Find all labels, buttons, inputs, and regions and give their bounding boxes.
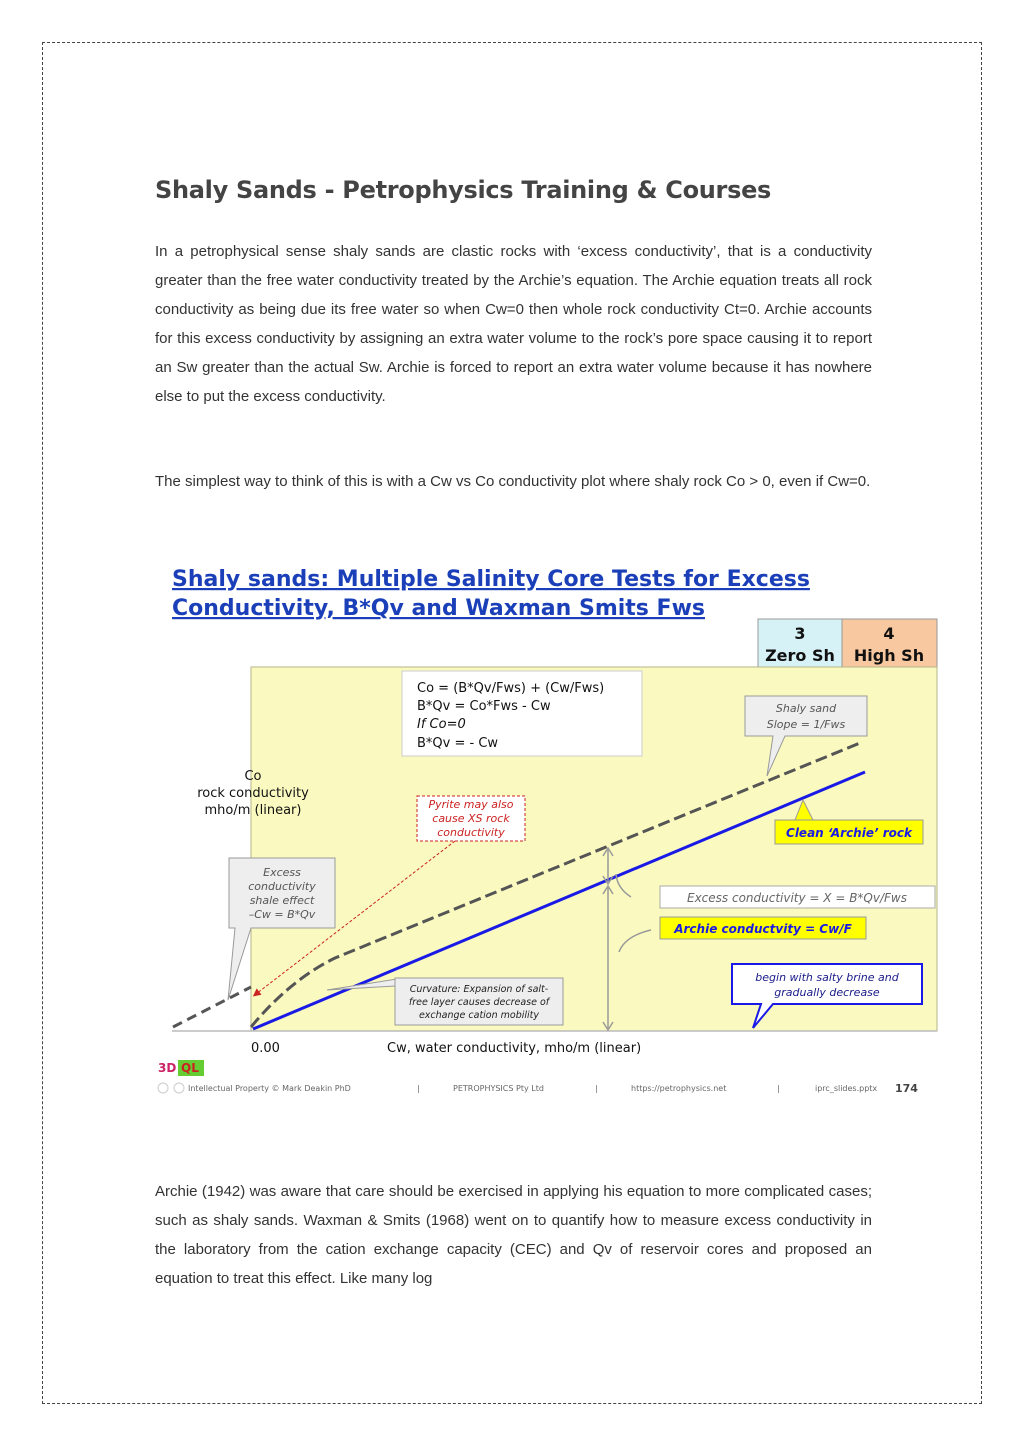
tab-high-sh-label: High Sh bbox=[853, 646, 925, 665]
footer-filename: iprc_slides.pptx bbox=[815, 1084, 878, 1093]
equation-line-3: If Co=0 bbox=[417, 717, 466, 732]
footer-sep-1: | bbox=[417, 1084, 420, 1093]
clean-rock-label: Clean ‘Archie’ rock bbox=[786, 826, 912, 840]
badge-ql: QL bbox=[181, 1061, 199, 1075]
brine-note-line2: gradually decrease bbox=[774, 986, 880, 999]
intro-paragraph: In a petrophysical sense shaly sands are clastic rocks with ‘excess conductivity’, that is a conductivity greater than the free water conductivity treated by the Archie’s equation. The Archie equation treats all rock conductivity as being due its free water so when Cw=0 then whole rock conductivity Ct=0. Archie accounts for this excess conductivity by assigning an extra water volume to the rock’s pore space causing it to report an Sw greater than the actual Sw. Archie is forced to report an extra water volume because it has nowhere else to put the excess conductivity. bbox=[155, 243, 872, 405]
footer-prev-icon bbox=[158, 1083, 168, 1093]
slide-title-line2: Conductivity, B*Qv and Waxman Smits Fws bbox=[172, 596, 706, 621]
footer-company: PETROPHYSICS Pty Ltd bbox=[453, 1084, 544, 1093]
tab-zero-sh-label: Zero Sh bbox=[765, 646, 835, 665]
footer-url: https://petrophysics.net bbox=[631, 1084, 727, 1093]
slide-figure bbox=[155, 560, 940, 1105]
y-axis-label-line1: Co bbox=[244, 769, 262, 784]
footer-sep-2: | bbox=[595, 1084, 598, 1093]
curvature-note-line1: Curvature: Expansion of salt- bbox=[409, 984, 549, 995]
curvature-note-line3: exchange cation mobility bbox=[418, 1010, 540, 1021]
equation-line-2: B*Qv = Co*Fws - Cw bbox=[417, 699, 551, 714]
slide-title-line1: Shaly sands: Multiple Salinity Core Tests for Excess bbox=[172, 567, 810, 592]
y-axis-label-line2: rock conductivity bbox=[197, 786, 309, 801]
shaly-sands-slide bbox=[155, 560, 940, 1105]
tab-high-sh-number: 4 bbox=[883, 624, 895, 643]
slide-number: 174 bbox=[895, 1082, 918, 1095]
curvature-note-line2: free layer causes decrease of bbox=[408, 997, 550, 1008]
pyrite-note-line1: Pyrite may also bbox=[428, 798, 514, 811]
excess-label: Excess conductivity = X = B*Qv/Fws bbox=[686, 891, 908, 905]
excess-callout-line4: –Cw = B*Qv bbox=[248, 908, 316, 921]
badge-3d: 3D bbox=[158, 1061, 177, 1075]
pyrite-note-line2: cause XS rock bbox=[432, 812, 510, 825]
excess-callout-line3: shale effect bbox=[249, 894, 315, 907]
x-axis-label: Cw, water conductivity, mho/m (linear) bbox=[387, 1041, 642, 1056]
page-title: Shaly Sands - Petrophysics Training & Courses bbox=[155, 176, 772, 204]
equation-line-4: B*Qv = - Cw bbox=[417, 736, 499, 751]
pyrite-note-line3: conductivity bbox=[437, 826, 505, 839]
excess-callout-line1: Excess bbox=[263, 866, 301, 879]
footer-sep-3: | bbox=[777, 1084, 780, 1093]
y-axis-label-line3: mho/m (linear) bbox=[204, 803, 302, 818]
tab-zero-sh-number: 3 bbox=[794, 624, 806, 643]
cw-co-paragraph: The simplest way to think of this is with a Cw vs Co conductivity plot where shaly rock Co > 0, even if Cw=0. bbox=[155, 473, 871, 490]
archie-label: Archie conductvity = Cw/F bbox=[674, 922, 852, 936]
archie-waxman-paragraph: Archie (1942) was aware that care should be exercised in applying his equation to more complicated cases; such as shaly sands. Waxman & Smits (1968) went on to quantify how to measure excess conductivity in the laboratory from the cation exchange capacity (CEC) and Qv of reservoir cores and proposed an equation to treat this effect. Like many log bbox=[155, 1183, 872, 1287]
shaly-sand-callout-line2: Slope = 1/Fws bbox=[766, 718, 846, 731]
shaly-sand-callout-line1: Shaly sand bbox=[775, 702, 837, 715]
excess-callout-line2: conductivity bbox=[248, 880, 316, 893]
brine-note-line1: begin with salty brine and bbox=[755, 971, 899, 984]
x-origin-label: 0.00 bbox=[251, 1041, 280, 1056]
footer-ip: Intellectual Property © Mark Deakin PhD bbox=[188, 1084, 351, 1093]
equation-line-1: Co = (B*Qv/Fws) + (Cw/Fws) bbox=[417, 681, 605, 696]
footer-next-icon bbox=[174, 1083, 184, 1093]
shaly-sand-extrapolation bbox=[173, 987, 251, 1027]
